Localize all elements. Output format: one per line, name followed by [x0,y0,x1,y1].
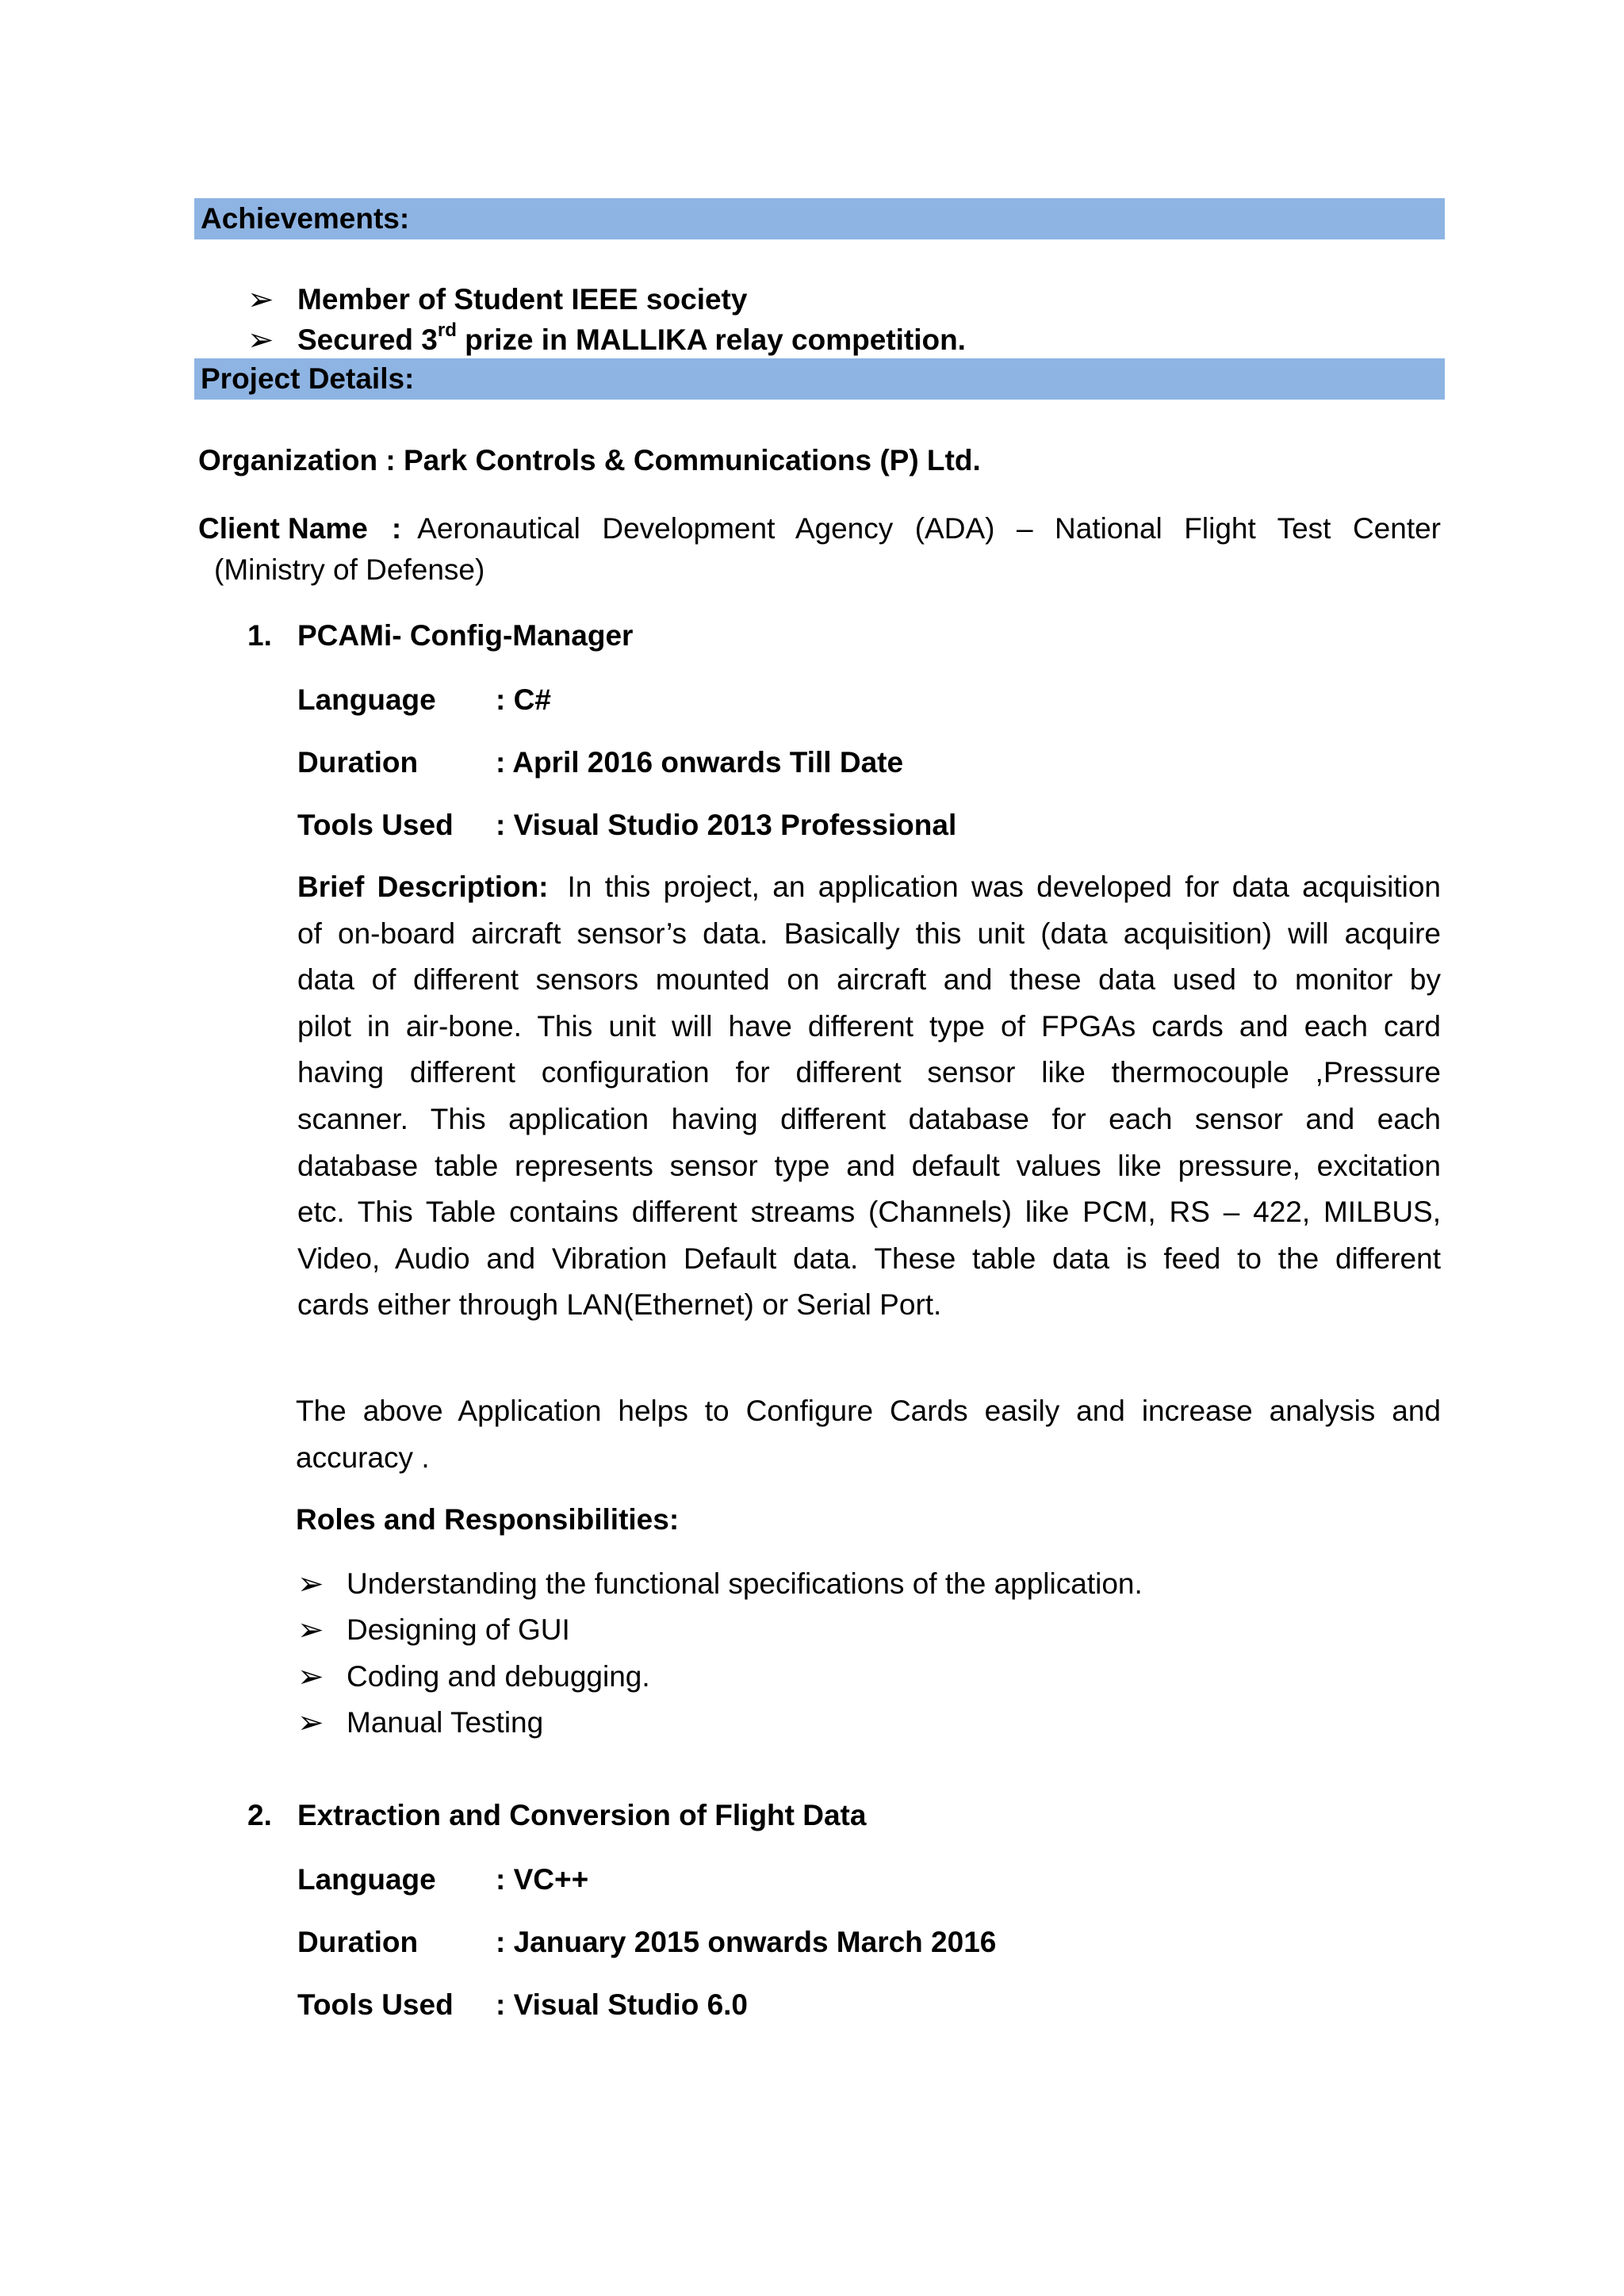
duration-label: Duration [297,746,419,779]
arrow-bullet-icon: ➢ [297,1705,324,1740]
brief-line: Brief Description: In this project, an application was developed for data acquisition [297,871,1441,903]
language-value: : C# [496,683,551,716]
achievement-item: Member of Student IEEE society [297,283,748,316]
brief-line: etc. This Table contains different streams (Channels) like PCM, RS – 422, MILBUS, [297,1196,1441,1229]
client-line-2: (Ministry of Defense) [214,553,485,586]
brief-line: scanner. This application having different database for each sensor and each [297,1102,1441,1135]
tools-value: : Visual Studio 2013 Professional [496,809,957,841]
project-summary [296,1388,1441,1481]
role-item: Designing of GUI [347,1613,570,1646]
brief-line: of on-board aircraft sensor’s data. Basically this unit (data acquisition) will acquire [297,916,1441,950]
role-item: Manual Testing [347,1706,544,1739]
arrow-bullet-icon: ➢ [247,323,274,358]
project-number: 2. [247,1799,272,1831]
tools-value: : Visual Studio 6.0 [496,1988,749,2021]
achievement-item: Secured 3rd prize in MALLIKA relay competition. [297,319,966,356]
brief-line: data of different sensors mounted on aircraft and these data used to monitor by [297,963,1441,997]
organization-line: Organization : Park Controls & Communications (P) Ltd. [198,444,981,476]
tools-label: Tools Used [297,1988,454,2021]
project-title: PCAMi- Config-Manager [297,619,634,652]
arrow-bullet-icon: ➢ [247,282,274,317]
language-value: : VC++ [496,1863,589,1896]
brief-line: database table represents sensor type and default values like pressure, excitation [297,1149,1441,1182]
arrow-bullet-icon: ➢ [297,1613,324,1647]
summary-line: accuracy . [296,1441,430,1474]
arrow-bullet-icon: ➢ [297,1567,324,1601]
duration-value: : January 2015 onwards March 2016 [496,1926,997,1958]
role-item: Understanding the functional specifications of the application. [347,1567,1143,1600]
brief-line: having different configuration for different sensor like thermocouple ,Pressure [297,1056,1441,1089]
duration-value: : April 2016 onwards Till Date [496,746,904,779]
duration-label: Duration [297,1926,419,1958]
role-item: Coding and debugging. [347,1660,650,1693]
project-title: Extraction and Conversion of Flight Data [297,1799,867,1831]
brief-line: cards either through LAN(Ethernet) or Serial Port. [297,1288,942,1322]
language-label: Language [297,683,436,716]
roles-heading: Roles and Responsibilities: [296,1503,680,1536]
client-line: Client Name : Aeronautical Development Agency (ADA) – National Flight Test Center [198,512,1441,545]
summary-line: The above Application helps to Configure Cards easily and increase analysis and [296,1395,1441,1427]
arrow-bullet-icon: ➢ [297,1659,324,1694]
language-label: Language [297,1863,436,1896]
tools-label: Tools Used [297,809,454,841]
brief-line: pilot in air-bone. This unit will have different type of FPGAs cards and each card [297,1009,1441,1043]
brief-line: Video, Audio and Vibration Default data. These table data is feed to the different [297,1242,1441,1275]
achievements-heading: Achievements: [194,198,1445,239]
project-details-heading: Project Details: [194,358,1445,400]
brief-description [297,864,1441,1329]
project-number: 1. [247,619,272,652]
